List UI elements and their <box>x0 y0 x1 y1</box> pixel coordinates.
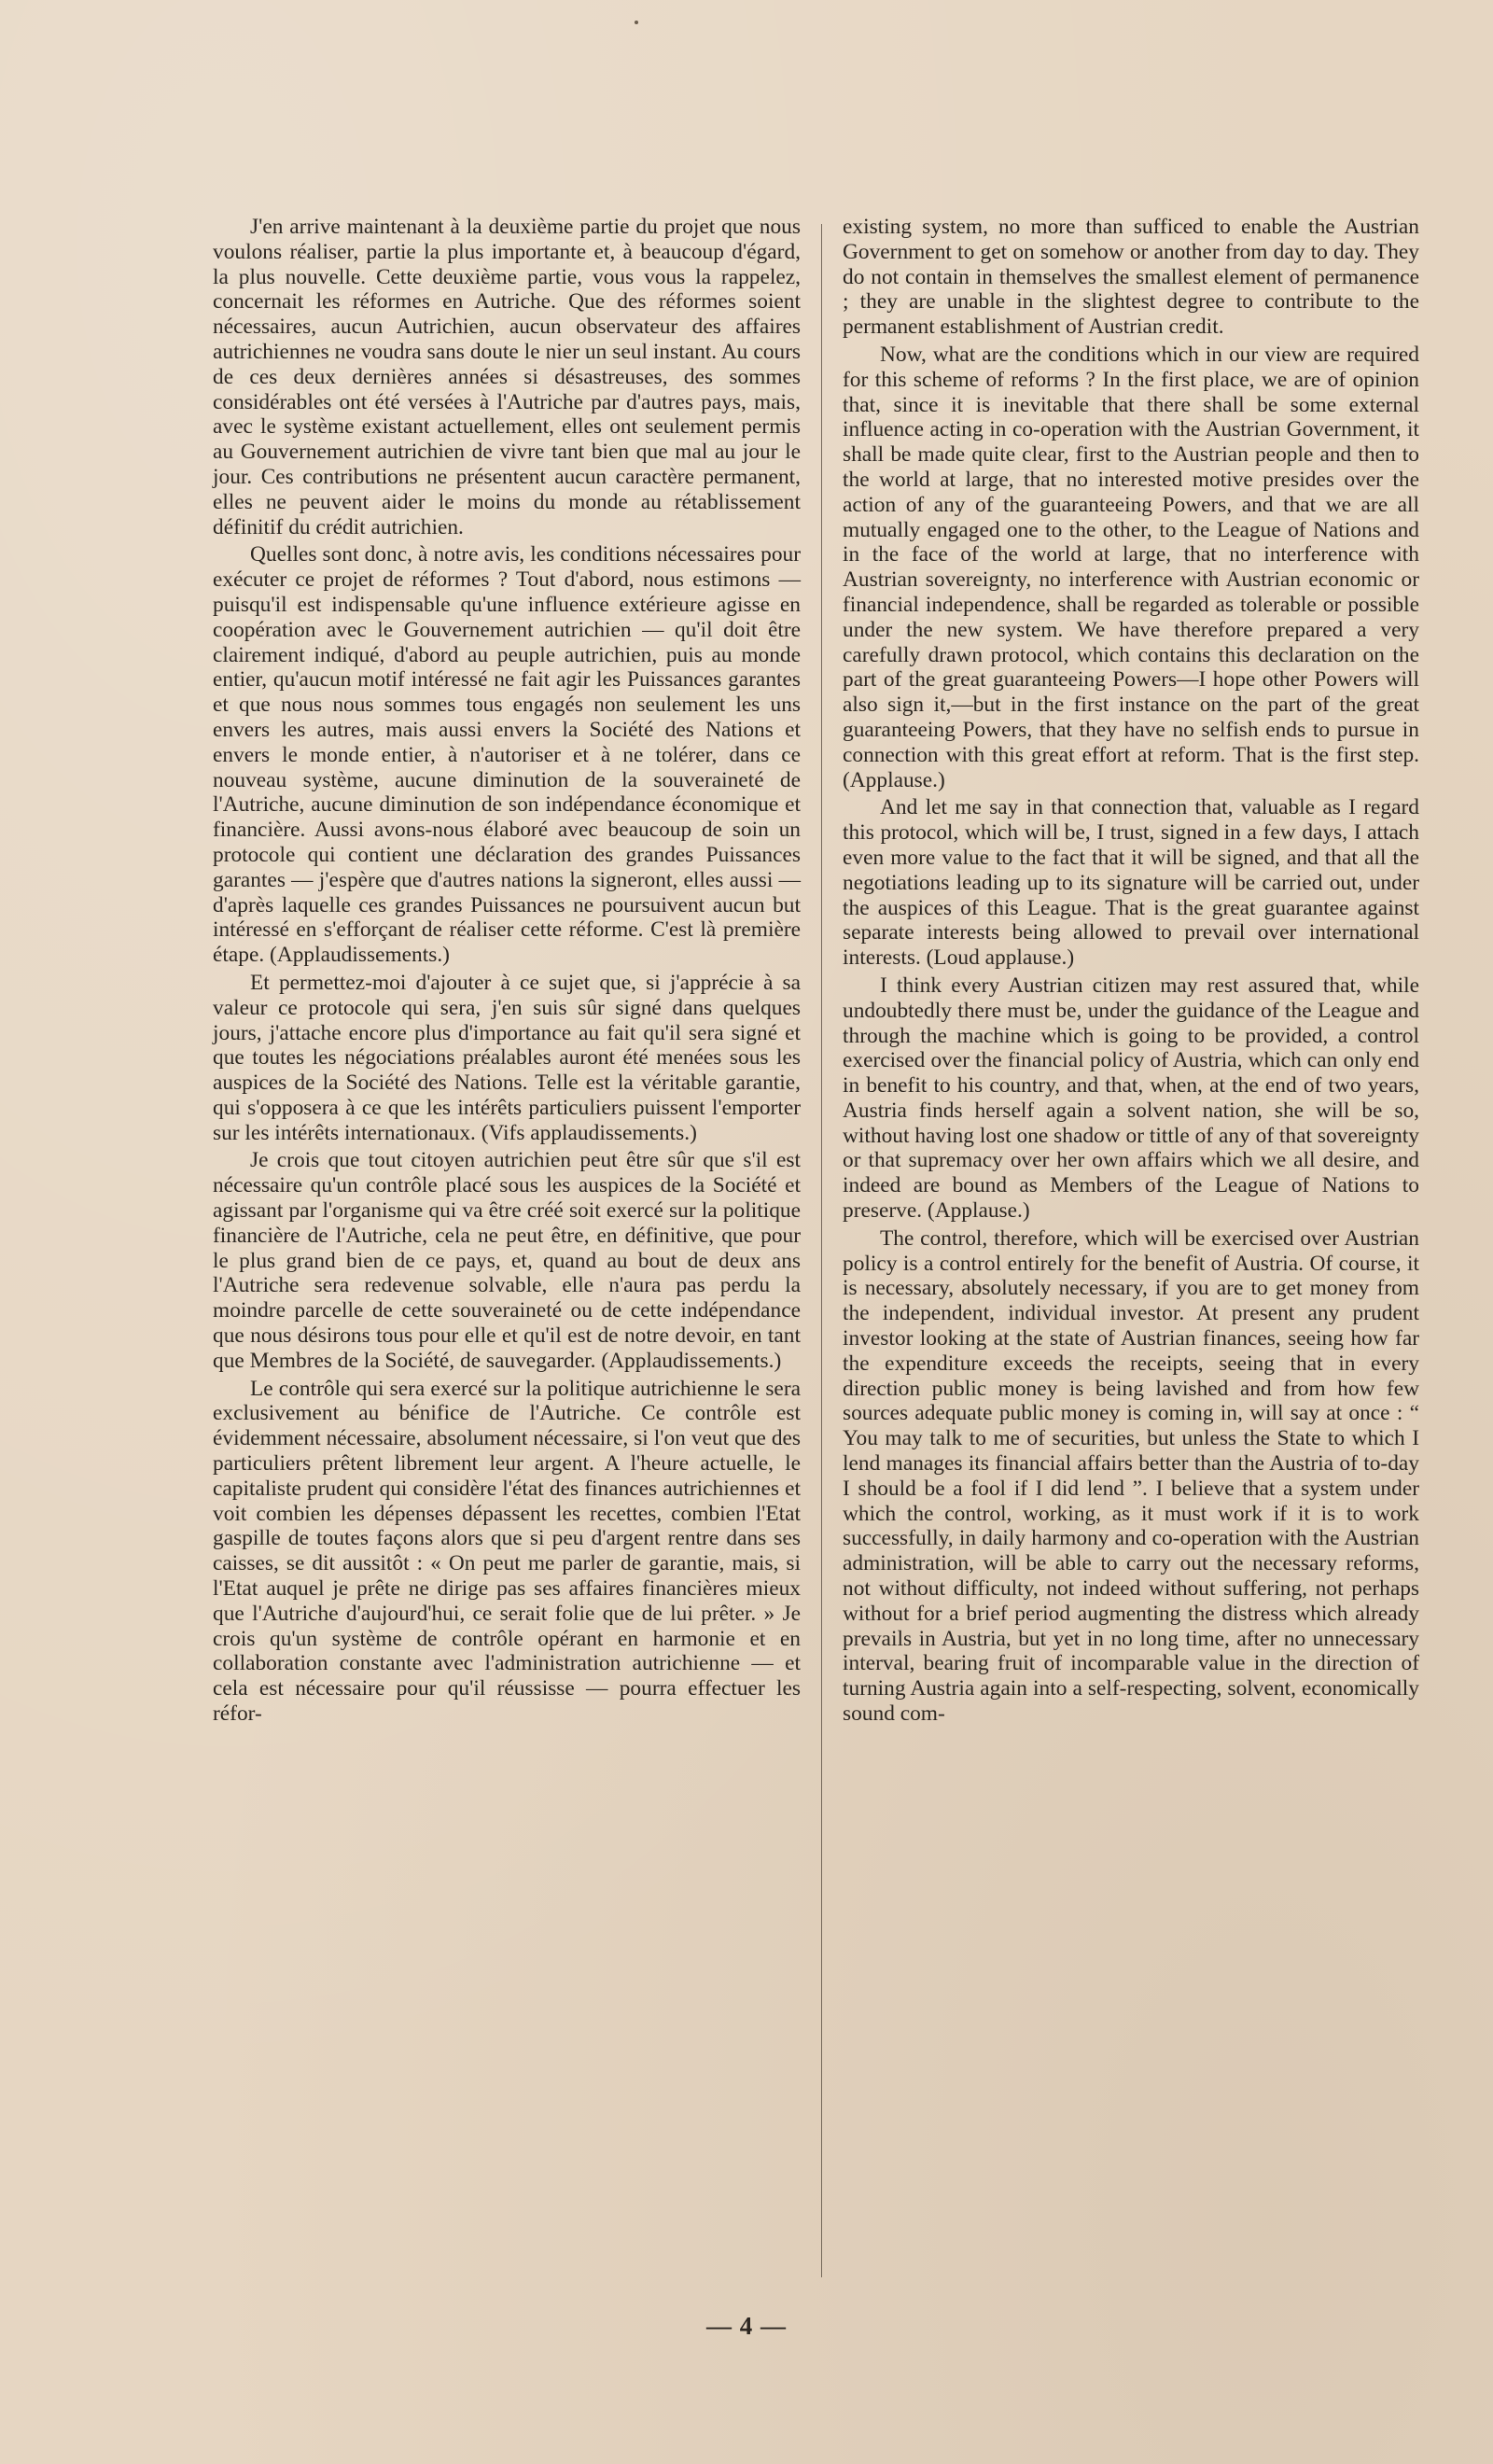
french-text-column <box>213 215 801 1729</box>
english-text-column <box>843 215 1419 1729</box>
column-divider <box>821 224 822 2277</box>
english-paragraph: The control, therefore, which will be exercised over Austrian policy is a control entirely for the benefit of Austria. Of course, it is necessary, absolutely necessary, if you are to get money from the independent, individual investor. At present any prudent investor looking at the state of Austrian finances, seeing how far the expenditure exceeds the receipts, seeing that in every direction public money is being lavished and from how few sources adequate public money is coming in, will say at once : “ You may talk to me of securities, but unless the State to which I lend manages its financial affairs better than the Austria of to-day I should be a fool if I did lend ”. I believe that a system under which the control, working, as it must work if it is to work successfully, in daily harmony and co-operation with the Austrian administration, will be able to carry out the necessary reforms, not without difficulty, not indeed without suffering, not perhaps without for a brief period augmenting the distress which already prevails in Austria, but yet in no long time, after no unnecessary interval, bearing fruit of incomparable value in the direction of turning Austria again into a self-respecting, solvent, economically sound com- <box>843 1225 1419 1727</box>
english-paragraph: And let me say in that connection that, valuable as I regard this protocol, which will be, I trust, signed in a few days, I attach even more value to the fact that it will be signed, and that all the negotiations leading up to its signature will be carried out, under the auspices of this League. That is the great guarantee against separate interests being allowed to prevail over international interests. (Loud applause.) <box>843 795 1419 971</box>
french-paragraph: Et permettez-moi d'ajouter à ce sujet que, si j'apprécie à sa valeur ce protocole qui sera, j'en suis sûr signé dans quelques jours, j'attache encore plus d'importance au fait qu'il sera signé et que toutes les négociations préalables auront été menées sous les auspices de la Société des Nations. Telle est la véritable garantie, qui s'opposera à ce que les intérêts particuliers puissent l'emporter sur les intérêts internationaux. (Vifs applaudissements.) <box>213 970 801 1145</box>
french-paragraph: J'en arrive maintenant à la deuxième partie du projet que nous voulons réaliser, partie la plus importante et, à beaucoup d'égard, la plus nouvelle. Cette deuxième partie, vous vous la rappelez, concernait les réformes en Autriche. Que des réformes soient nécessaires, aucun Autrichien, aucun observateur des affaires autrichiennes ne voudra sans doute le nier un seul instant. Au cours de ces deux dernières années si désastreuses, des sommes considérables ont été versées à l'Autriche par d'autres pays, mais, avec le système existant actuellement, elles ont seulement permis au Gouvernement autrichien de vivre tant bien que mal au jour le jour. Ces contributions ne présentent aucun caractère permanent, elles ne peuvent aider le moins du monde au rétablissement définitif du crédit autrichien. <box>213 215 801 539</box>
french-paragraph: Quelles sont donc, à notre avis, les conditions nécessaires pour exécuter ce projet de réformes ? Tout d'abord, nous estimons — puisqu'il est indispensable qu'une influence extérieure agisse en coopération avec le Gouvernement autrichien — qu'il doit être clairement indiqué, d'abord au peuple autrichien, puis au monde entier, qu'aucun motif intéressé ne fait agir les Puissances garantes et que nous nous sommes tous engagés non seulement les uns envers les autres, mais aussi envers la Société des Nations et envers le monde entier, à n'autoriser et à ne tolérer, dans ce nouveau système, aucune diminution de la souveraineté de l'Autriche, aucune diminution de son indépendance économique et financière. Aussi avons-nous élaboré avec beaucoup de soin un protocole qui contient une déclaration des grandes Puissances garantes — j'espère que d'autres nations la signeront, elles aussi — d'après laquelle ces grandes Puissances ne poursuivent aucun but intéressé en s'efforçant de réaliser cette réforme. C'est là première étape. (Applaudissements.) <box>213 542 801 968</box>
paper-speck <box>635 21 638 24</box>
french-paragraph: Je crois que tout citoyen autrichien peut être sûr que s'il est nécessaire qu'un contrôle placé sous les auspices de la Société et agissant par l'organisme qui va être créé soit exercé sur la politique financière de l'Autriche, cela ne peut être, en définitive, que pour le plus grand bien de ce pays, et, quand au bout de deux ans l'Autriche sera redevenue solvable, elle n'aura pas perdu la moindre parcelle de cette souveraineté ou de cette indépendance que nous désirons tous pour elle et qu'il est de notre devoir, en tant que Membres de la Société, de sauvegarder. (Applaudissements.) <box>213 1148 801 1373</box>
english-paragraph: existing system, no more than sufficed to enable the Austrian Government to get on somehow or another from day to day. They do not contain in themselves the smallest element of permanence ; they are unable in the slightest degree to contribute to the permanent establishment of Austrian credit. <box>843 215 1419 340</box>
french-paragraph: Le contrôle qui sera exercé sur la politique autrichienne le sera exclusivement au bénifice de l'Autriche. Ce contrôle est évidemment nécessaire, absolument nécessaire, si l'on veut que des particuliers prêtent librement leur argent. A l'heure actuelle, le capitaliste prudent qui considère l'état des finances autrichiennes et voit combien les dépenses dépassent les recettes, combien l'Etat gaspille de toutes façons alors que si peu d'argent rentre dans ses caisses, se dit aussitôt : « On peut me parler de garantie, mais, si l'Etat auquel je prête ne dirige pas ses affaires financières mieux que l'Autriche d'aujourd'hui, ce serait folie que de lui prêter. » Je crois qu'un système de contrôle opérant en harmonie et en collaboration constante avec l'administration autrichienne — et cela est nécessaire pour qu'il réussisse — pourra effectuer les réfor- <box>213 1376 801 1727</box>
english-paragraph: I think every Austrian citizen may rest assured that, while undoubtedly there must be, under the guidance of the League and through the machine which is going to be provided, a control exercised over the financial policy of Austria, which can only end in benefit to his country, and that, when, at the end of two years, Austria finds herself again a solvent nation, she will be so, without having lost one shadow or tittle of any of that sovereignty or that supremacy over her own affairs which we all desire, and indeed are bound as Members of the League of Nations to preserve. (Applause.) <box>843 973 1419 1224</box>
page-number: — 4 — <box>706 2312 787 2340</box>
english-paragraph: Now, what are the conditions which in our view are required for this scheme of reforms ? In the first place, we are of opinion that, since it is inevitable that there shall be some external influence acting in co-operation with the Austrian Government, it shall be made quite clear, first to the Austrian people and then to the world at large, that no interested motive presides over the action of any of the guaranteeing Powers, and that we are all mutually engaged one to the other, to the League of Nations and in the face of the world at large, that no interference with Austrian sovereignty, no interference with Austrian economic or financial independence, shall be regarded as tolerable or possible under the new system. We have therefore prepared a very carefully drawn protocol, which contains this declaration on the part of the great guaranteeing Powers—I hope other Powers will also sign it,—but in the first instance on the part of the great guaranteeing Powers, that they have no selfish ends to pursue in connection with this great effort at reform. That is the first step. (Applause.) <box>843 342 1419 792</box>
